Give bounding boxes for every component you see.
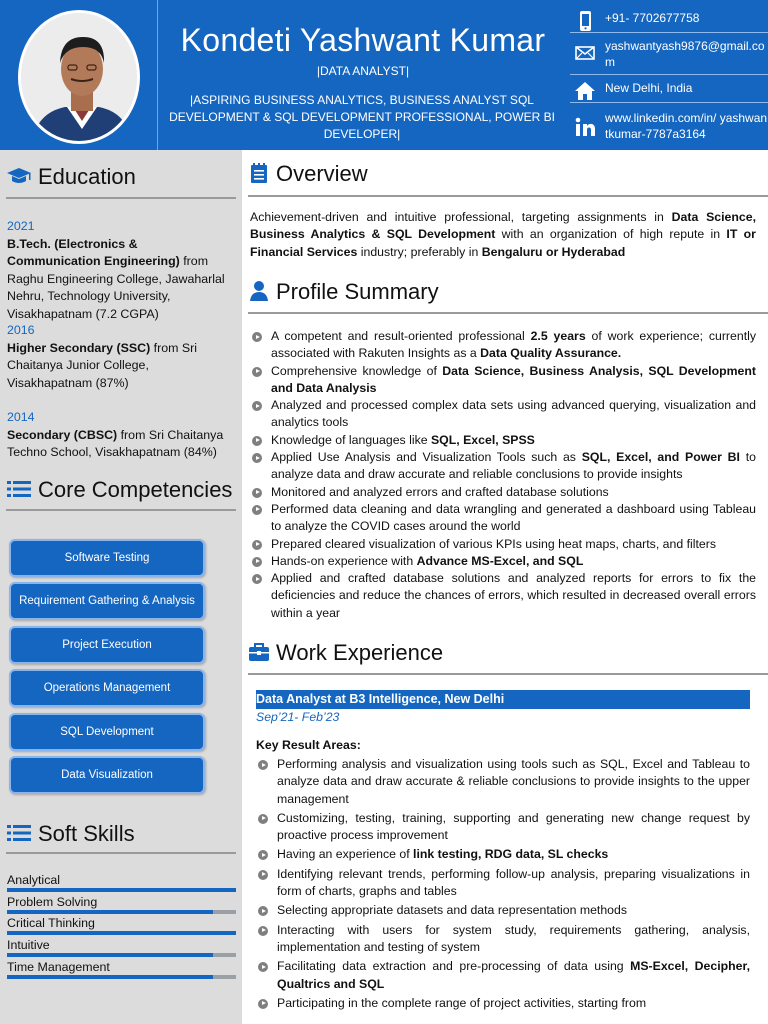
profile-summary-list: [250, 328, 756, 622]
bold-text: Data Quality Assurance.: [480, 346, 622, 361]
list-item: [256, 846, 750, 863]
competencies-title: Core Competencies: [38, 477, 233, 502]
bold-text: link testing, RDG data, SL checks: [413, 847, 609, 862]
candidate-role: |DATA ANALYST|: [316, 64, 410, 78]
text-run: Hands-on experience with: [271, 553, 417, 568]
soft-skill-bar: [7, 910, 236, 914]
soft-skill-label: Critical Thinking: [7, 916, 95, 931]
contact-divider: [570, 102, 768, 103]
competency-software-testing: Software Testing: [9, 539, 205, 577]
phone-icon: [574, 10, 596, 32]
education-item: [7, 409, 233, 462]
soft-skill-label: Problem Solving: [7, 894, 98, 909]
bullet-icon: [252, 436, 262, 446]
list-item: [250, 484, 756, 501]
resume-header: [0, 0, 768, 150]
list-item: [256, 958, 750, 993]
education-degree: Secondary (CBSC): [7, 427, 118, 442]
bullet-icon: [258, 926, 268, 936]
education-heading: [6, 164, 136, 190]
soft-skills-heading: [6, 821, 135, 847]
location-text: New Delhi, India: [605, 81, 693, 95]
list-item: [250, 553, 756, 570]
list-item: [250, 501, 756, 536]
email-icon: [574, 42, 596, 64]
education-rule: [6, 197, 236, 199]
list-item: [250, 397, 756, 432]
competencies-heading: [6, 477, 232, 503]
bold-text: MS-Excel, Decipher, Qualtrics and SQL: [277, 959, 750, 991]
competency-project-execution: Project Execution: [9, 626, 205, 664]
candidate-tagline: |ASPIRING BUSINESS ANALYTICS, BUSINESS ANALYST SQL DEVELOPMENT & SQL DEVELOPMENT PROFESSIONAL, POWER BI DEVELOPER|: [169, 93, 555, 141]
soft-skill-bar-fill: [7, 931, 236, 935]
list-item: [256, 756, 750, 808]
list-item: [256, 810, 750, 845]
linkedin-icon: [574, 116, 596, 138]
list-item: [250, 432, 756, 449]
bullet-icon: [252, 453, 262, 463]
profile-summary-rule: [248, 312, 768, 314]
bold-text: IT or Financial Services: [250, 227, 756, 259]
bold-text: SQL, Excel, and Power BI: [581, 450, 740, 465]
list-icon: [6, 823, 32, 843]
education-detail: from Raghu Engineering College, Jawaharlal Nehru, Technology University, Visakhapatnam (7.2 CGPA): [7, 254, 225, 321]
bold-text: Data Science, Business Analytics & SQL Development: [250, 210, 756, 242]
text-run: Customizing, testing, training, supporting and generating new change request by proactive process improvement: [277, 810, 750, 843]
job-dates: Sep’21- Feb’23: [256, 710, 340, 724]
text-run: Monitored and analyzed errors and crafted database solutions: [271, 484, 609, 499]
text-run: Having an experience of: [277, 847, 414, 862]
bullet-icon: [252, 401, 262, 411]
bullet-icon: [252, 540, 262, 550]
bullet-icon: [258, 850, 268, 860]
graduation-cap-icon: [6, 166, 32, 186]
education-year: 2016: [7, 323, 35, 337]
home-icon: [574, 80, 596, 102]
list-item: [256, 902, 750, 919]
bullet-icon: [252, 488, 262, 498]
person-icon: [248, 280, 270, 302]
text-run: Performing analysis and visualization using tools such as SQL, Excel and Tableau to analyze data and draw accurate & reliable conclusions to provide insights to the upper management: [277, 757, 750, 806]
briefcase-icon: [248, 641, 270, 663]
bold-text: Bengaluru or Hyderabad: [481, 244, 626, 259]
education-item: [7, 218, 233, 323]
education-year: 2021: [7, 219, 35, 233]
overview-text: [250, 209, 756, 261]
bullet-icon: [252, 367, 262, 377]
text-run: A competent and result-oriented professional: [271, 329, 531, 343]
education-title: Education: [38, 164, 136, 189]
text-run: Identifying relevant trends, performing follow-up analysis, preparing visualizations in form of charts, graphs and tables: [277, 866, 750, 899]
bullet-icon: [258, 814, 268, 824]
list-item: [250, 570, 756, 622]
soft-skill-bar-fill: [7, 953, 213, 957]
education-degree: B.Tech. (Electronics & Communication Engineering): [7, 236, 180, 268]
job-title-bar: Data Analyst at B3 Intelligence, New Delhi: [256, 690, 750, 709]
linkedin-text: www.linkedin.com/in/ yashwantkumar-7787a3164: [605, 111, 768, 141]
bullet-icon: [252, 574, 262, 584]
text-run: industry; preferably in: [357, 244, 482, 259]
bullet-icon: [252, 557, 262, 567]
list-icon: [6, 479, 32, 499]
bold-text: Data Science, Business Analysis, SQL Development and Data Analysis: [271, 363, 756, 395]
soft-skill-label: Analytical: [7, 873, 61, 887]
soft-skill-bar-fill: [7, 888, 236, 892]
text-run: Applied Use Analysis and Visualization Tools such as: [271, 450, 582, 465]
competency-sql-development: SQL Development: [9, 713, 205, 751]
competency-operations-management: Operations Management: [9, 669, 205, 707]
key-result-areas-label: Key Result Areas:: [256, 738, 361, 752]
list-item: [250, 363, 756, 398]
soft-skill-bar: [7, 931, 236, 935]
text-run: to analyze data and draw accurate and reliable conclusions to provide insights: [271, 450, 756, 482]
candidate-name: Kondeti Yashwant Kumar: [180, 22, 546, 58]
soft-skill-label: Intuitive: [7, 938, 50, 953]
contact-panel: [570, 0, 768, 150]
text-run: Knowledge of languages like: [271, 432, 431, 447]
bullet-icon: [258, 962, 268, 972]
education-degree: Higher Secondary (SSC): [7, 340, 151, 355]
list-item: [256, 866, 750, 901]
list-item: [256, 922, 750, 957]
text-run: Selecting appropriate datasets and data representation methods: [277, 903, 628, 918]
bullet-icon: [252, 332, 262, 342]
profile-photo: [18, 10, 140, 144]
list-item: [256, 995, 750, 1012]
profile-summary-heading: [248, 279, 439, 305]
overview-title: Overview: [276, 161, 368, 186]
list-item: [250, 449, 756, 484]
soft-skill-bar-fill: [7, 910, 213, 914]
soft-skill-label: Time Management: [7, 959, 110, 974]
overview-heading: [248, 161, 368, 187]
text-run: Achievement-driven and intuitive professional, targeting assignments in: [250, 210, 672, 224]
bullet-icon: [258, 870, 268, 880]
contact-divider: [570, 74, 768, 75]
education-year: 2014: [7, 410, 35, 424]
education-item: [7, 322, 233, 392]
soft-skills-rule: [6, 852, 236, 854]
text-run: Prepared cleared visualization of various KPIs using heat maps, charts, and filters: [271, 536, 716, 551]
competency-requirement-gathering: Requirement Gathering & Analysis: [9, 582, 205, 620]
bullet-icon: [258, 760, 268, 770]
bullet-icon: [258, 999, 268, 1009]
soft-skill-bar: [7, 888, 236, 892]
text-run: Facilitating data extraction and pre-processing of data using: [277, 959, 631, 974]
work-experience-title: Work Experience: [276, 640, 444, 665]
list-item: [250, 328, 756, 363]
competencies-rule: [6, 509, 236, 511]
profile-photo-image: [21, 13, 140, 144]
work-experience-rule: [248, 673, 768, 675]
text-run: Participating in the complete range of project activities, starting from: [277, 995, 647, 1010]
profile-summary-title: Profile Summary: [276, 279, 439, 304]
text-run: Performed data cleaning and data wrangling and generated a dashboard using Tableau to analyze the COVID cases around the world: [271, 501, 756, 534]
soft-skill-bar: [7, 975, 236, 979]
phone-text: +91- 7702677758: [605, 11, 700, 25]
sidebar: [0, 150, 242, 1024]
soft-skills-title: Soft Skills: [38, 821, 135, 846]
bullet-icon: [258, 906, 268, 916]
bold-text: Advance MS-Excel, and SQL: [416, 553, 584, 568]
soft-skill-bar: [7, 953, 236, 957]
text-run: with an organization of high repute in: [495, 227, 727, 242]
bold-text: 2.5 years: [530, 329, 586, 343]
work-experience-heading: [248, 640, 443, 666]
email-text: yashwantyash9876@gmail.com: [605, 39, 765, 69]
text-run: Comprehensive knowledge of: [271, 363, 443, 378]
work-responsibilities-list: [256, 756, 750, 1014]
list-item: [250, 536, 756, 553]
education-detail: from Sri Chaitanya Techno School, Visakhapatnam (84%): [7, 427, 224, 459]
bold-text: SQL, Excel, SPSS: [430, 432, 535, 447]
competency-data-visualization: Data Visualization: [9, 756, 205, 794]
soft-skill-bar-fill: [7, 975, 213, 979]
overview-rule: [248, 195, 768, 197]
bullet-icon: [252, 505, 262, 515]
main-content: [242, 150, 768, 1024]
text-run: Analyzed and processed complex data sets using advanced querying, visualization and analytics tools: [271, 398, 756, 430]
text-run: Applied and crafted database solutions and analyzed reports for errors to fix the deficiencies and reduce the chances of errors, which resulted in decreased overall errors within a year: [271, 571, 756, 620]
contact-divider: [570, 32, 768, 33]
text-run: of work experience; currently associated with Rakuten Insights as a: [271, 329, 757, 361]
photo-area: [0, 0, 158, 150]
text-run: Interacting with users for system study, requirements gathering, analysis, implementation and testing of system: [277, 922, 750, 954]
education-detail: from Sri Chaitanya Junior College, Visakhapatnam (87%): [7, 340, 198, 390]
notepad-icon: [248, 162, 270, 184]
